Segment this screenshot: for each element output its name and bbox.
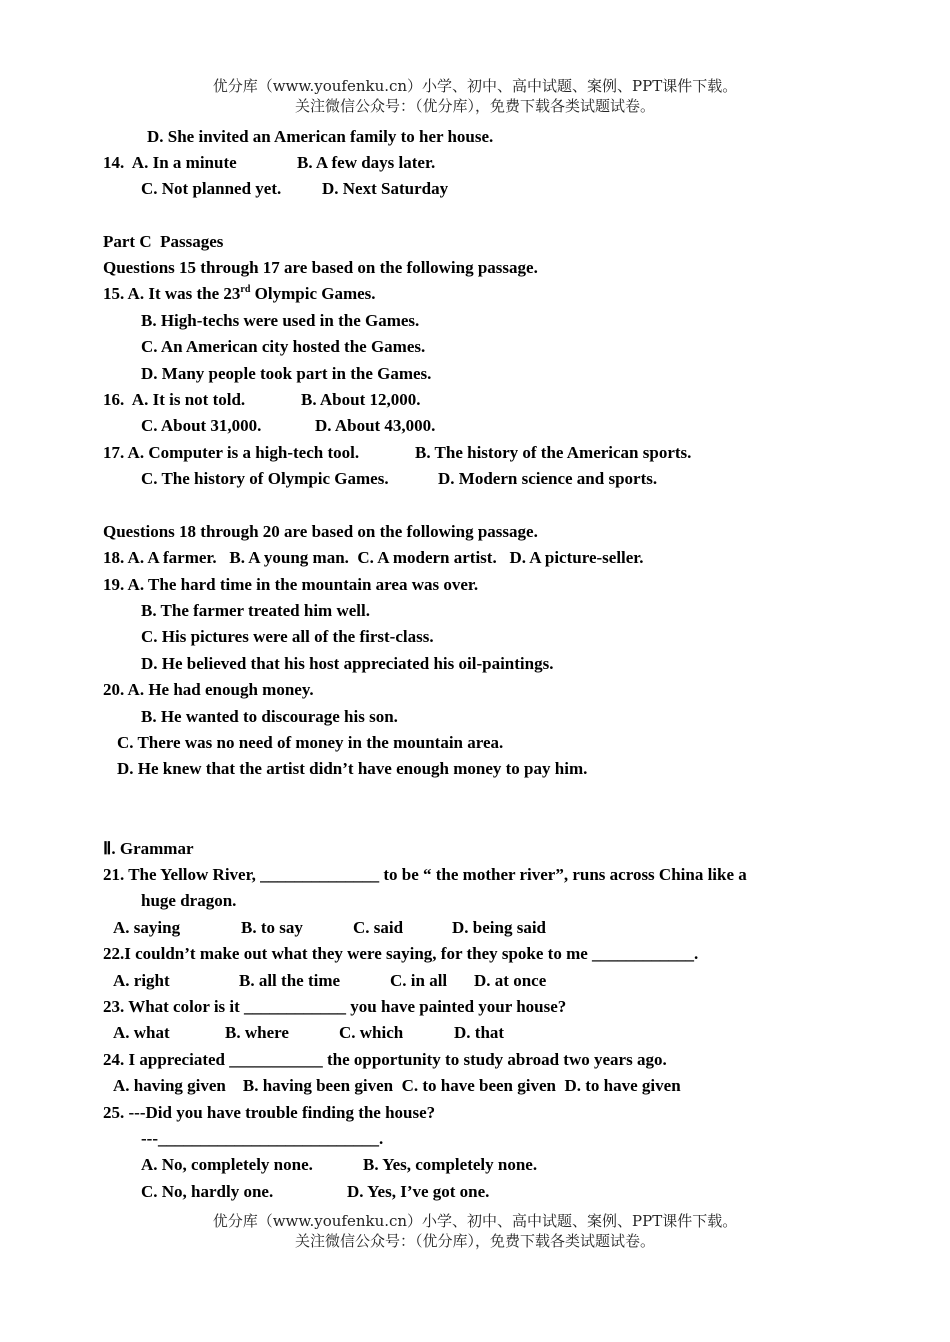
q21-option-b: B. to say xyxy=(241,918,303,937)
q16-option-d: D. About 43,000. xyxy=(315,416,436,435)
q19-option-a: 19. A. The hard time in the mountain area was over. xyxy=(103,575,479,594)
q21-option-c: C. said xyxy=(353,918,404,937)
q17-option-c: C. The history of Olympic Games. xyxy=(141,469,389,488)
q15-option-b: B. High-techs were used in the Games. xyxy=(141,311,420,330)
part-c-heading: Part C Passages xyxy=(103,232,224,251)
q14-option-c: C. Not planned yet. xyxy=(141,179,282,198)
q20-option-a: 20. A. He had enough money. xyxy=(103,680,314,699)
q22-option-b: B. all the time xyxy=(239,971,341,990)
q13-option-d: D. She invited an American family to her house. xyxy=(147,127,494,146)
q16-option-b: B. About 12,000. xyxy=(301,390,421,409)
q18-options: 18. A. A farmer. B. A young man. C. A modern artist. D. A picture-seller. xyxy=(103,548,644,567)
header-line-2: 关注微信公众号：（优分库），免费下载各类试题试卷。 xyxy=(294,97,655,115)
q20-option-b: B. He wanted to discourage his son. xyxy=(141,707,398,726)
q25-option-a: A. No, completely none. xyxy=(141,1155,313,1174)
q22-option-d: D. at once xyxy=(474,971,547,990)
q23-option-d: D. that xyxy=(454,1023,505,1042)
q22-option-a: A. right xyxy=(113,971,170,990)
passage-2-intro: Questions 18 through 20 are based on the following passage. xyxy=(103,522,538,541)
footer-line-1: 优分库（www.youfenku.cn）小学、初中、高中试题、案例、PPT课件下载。 xyxy=(212,1212,738,1230)
q19-option-b: B. The farmer treated him well. xyxy=(141,601,370,620)
q16-option-c: C. About 31,000. xyxy=(141,416,262,435)
q25-option-c: C. No, hardly one. xyxy=(141,1182,274,1201)
q15-option-d: D. Many people took part in the Games. xyxy=(141,364,432,383)
q16-option-a: 16. A. It is not told. xyxy=(103,390,246,409)
q24-stem: 24. I appreciated ___________ the opportunity to study abroad two years ago. xyxy=(103,1050,667,1069)
q14-option-b: B. A few days later. xyxy=(297,153,436,172)
q21-option-a: A. saying xyxy=(113,918,181,937)
q14-option-d: D. Next Saturday xyxy=(322,179,449,198)
q19-option-d: D. He believed that his host appreciated his oil-paintings. xyxy=(141,654,554,673)
q20-option-d: D. He knew that the artist didn’t have enough money to pay him. xyxy=(117,759,588,778)
q17-option-a: 17. A. Computer is a high-tech tool. xyxy=(103,443,360,462)
q15-option-a: 15. A. It was the 23rd Olympic Games. xyxy=(103,284,376,303)
q25-option-b: B. Yes, completely none. xyxy=(363,1155,538,1174)
q21-stem-cont: huge dragon. xyxy=(141,891,237,910)
passage-1-intro: Questions 15 through 17 are based on the following passage. xyxy=(103,258,538,277)
q25-stem: 25. ---Did you have trouble finding the house? xyxy=(103,1103,436,1122)
header-line-1: 优分库（www.youfenku.cn）小学、初中、高中试题、案例、PPT课件下载。 xyxy=(212,77,738,95)
q22-option-c: C. in all xyxy=(390,971,448,990)
q19-option-c: C. His pictures were all of the first-class. xyxy=(141,627,434,646)
q22-stem: 22.I couldn’t make out what they were saying, for they spoke to me ____________. xyxy=(103,944,699,963)
q23-option-a: A. what xyxy=(113,1023,170,1042)
q23-stem: 23. What color is it ____________ you have painted your house? xyxy=(103,997,567,1016)
footer-line-2: 关注微信公众号：（优分库），免费下载各类试题试卷。 xyxy=(294,1232,655,1250)
q21-option-d: D. being said xyxy=(452,918,546,937)
grammar-heading: Ⅱ. Grammar xyxy=(103,839,194,858)
q24-options: A. having given B. having been given C. to have been given D. to have given xyxy=(113,1076,681,1095)
q25-answer-blank: ---__________________________. xyxy=(141,1129,384,1148)
q20-option-c: C. There was no need of money in the mountain area. xyxy=(117,733,504,752)
q25-option-d: D. Yes, I’ve got one. xyxy=(347,1182,490,1201)
q23-option-b: B. where xyxy=(225,1023,289,1042)
q15-option-c: C. An American city hosted the Games. xyxy=(141,337,426,356)
q17-option-b: B. The history of the American sports. xyxy=(415,443,692,462)
q21-stem: 21. The Yellow River, ______________ to be “ the mother river”, runs across China like a xyxy=(103,865,747,884)
q17-option-d: D. Modern science and sports. xyxy=(438,469,658,488)
q23-option-c: C. which xyxy=(339,1023,404,1042)
q14-option-a: 14. A. In a minute xyxy=(103,153,237,172)
